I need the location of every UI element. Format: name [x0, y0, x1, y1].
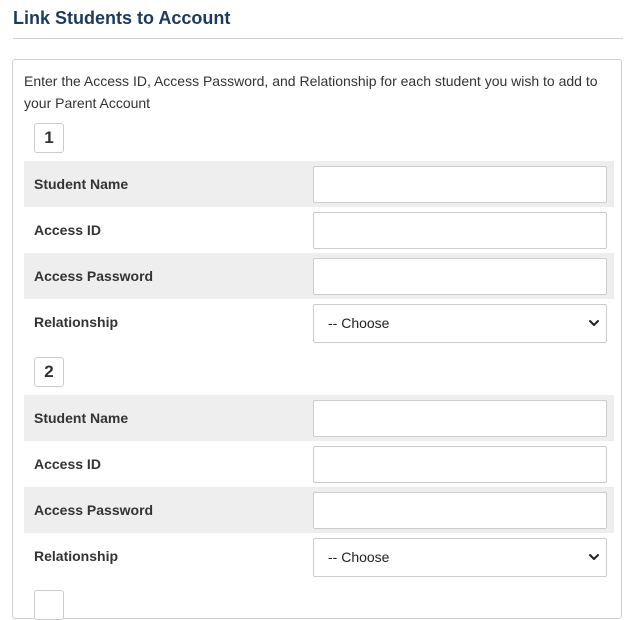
access-id-input[interactable]: [313, 446, 607, 483]
page-title: Link Students to Account: [13, 8, 231, 28]
relationship-row: [24, 533, 614, 579]
access-password-label: Access Password: [34, 268, 154, 284]
student-name-label: Student Name: [34, 176, 129, 192]
intro-text: Enter the Access ID, Access Password, and Relationship for each student you wish to add to your Parent Account: [24, 73, 598, 111]
student-number-badge-partial: [34, 590, 64, 620]
access-id-input[interactable]: [313, 212, 607, 249]
access-password-input[interactable]: [313, 258, 607, 295]
access-id-row: [24, 207, 614, 253]
access-id-row: [24, 441, 614, 487]
access-password-row: [24, 253, 614, 299]
chevron-down-icon: [588, 551, 600, 563]
chevron-down-icon: [588, 317, 600, 329]
student-name-input[interactable]: [313, 166, 607, 203]
student-name-row: [24, 161, 614, 207]
student-name-row: [24, 395, 614, 441]
relationship-select[interactable]: [313, 538, 607, 577]
access-password-input[interactable]: [313, 492, 607, 529]
relationship-label: Relationship: [34, 314, 119, 330]
access-password-row: [24, 487, 614, 533]
relationship-select[interactable]: [313, 304, 607, 343]
access-id-label: Access ID: [34, 456, 101, 472]
title-divider: [13, 38, 623, 39]
relationship-row: [24, 299, 614, 345]
student-number-badge: 1: [34, 123, 64, 153]
student-name-input[interactable]: [313, 400, 607, 437]
access-password-label: Access Password: [34, 502, 154, 518]
relationship-select-value: -- Choose: [328, 315, 390, 331]
access-id-label: Access ID: [34, 222, 101, 238]
student-number-badge: 2: [34, 357, 64, 387]
relationship-label: Relationship: [34, 548, 119, 564]
student-name-label: Student Name: [34, 410, 129, 426]
relationship-select-value: -- Choose: [328, 549, 390, 565]
